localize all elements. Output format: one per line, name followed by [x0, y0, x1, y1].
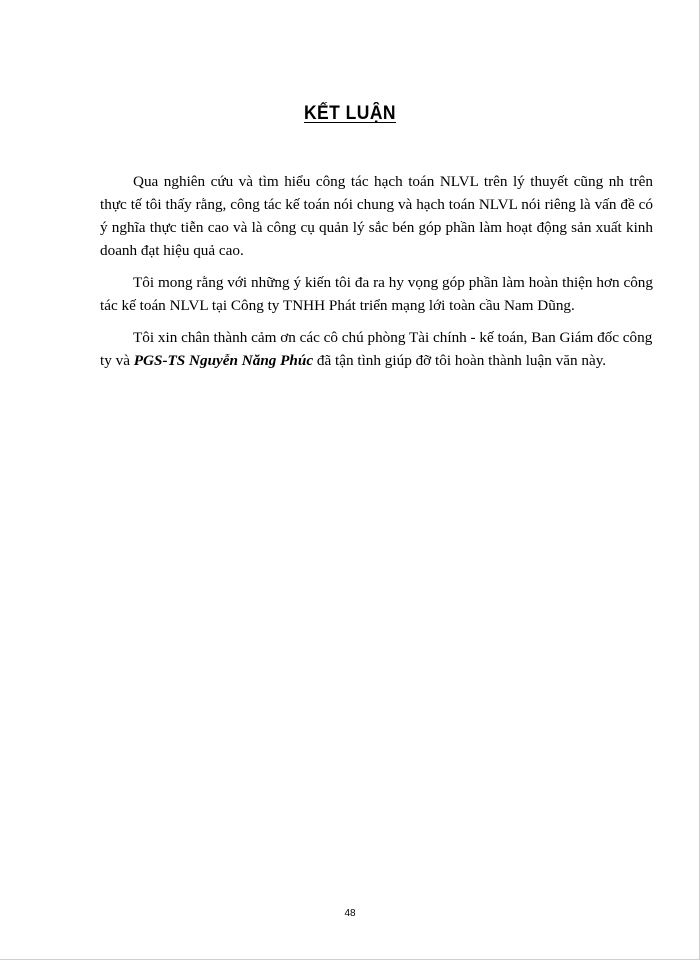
- page-title: KẾT LUẬN: [303, 103, 397, 124]
- paragraph-1: Qua nghiên cứu và tìm hiểu công tác hạch toán NLVL trên lý thuyết cũng nh trên thực tế tôi thấy rằng, công tác kế toán nói chung và hạch toán NLVL nói riêng là vấn đề có ý nghĩa thực tiễn cao và là công cụ quản lý sắc bén góp phần làm hoạt động sản xuất kinh doanh đạt hiệu quả cao.: [100, 173, 653, 259]
- paragraph-3: [100, 326, 653, 372]
- document-body: [100, 170, 653, 381]
- paragraph-3-text-after: đã tận tình giúp đỡ tôi hoàn thành luận văn này.: [313, 352, 607, 369]
- page-number: 48: [344, 908, 356, 919]
- paragraph-3-text-before: Tôi xin chân thành cảm ơn các cô chú phòng Tài chính - kế toán, Ban Giám đốc công ty và: [100, 329, 653, 369]
- supervisor-name: PGS-TS Nguyễn Năng Phúc: [133, 352, 314, 369]
- paragraph-2: Tôi mong rằng với những ý kiến tôi đa ra hy vọng góp phần làm hoàn thiện hơn công tác kế toán NLVL tại Công ty TNHH Phát triển mạng lới toàn cầu Nam Dũng.: [100, 274, 653, 314]
